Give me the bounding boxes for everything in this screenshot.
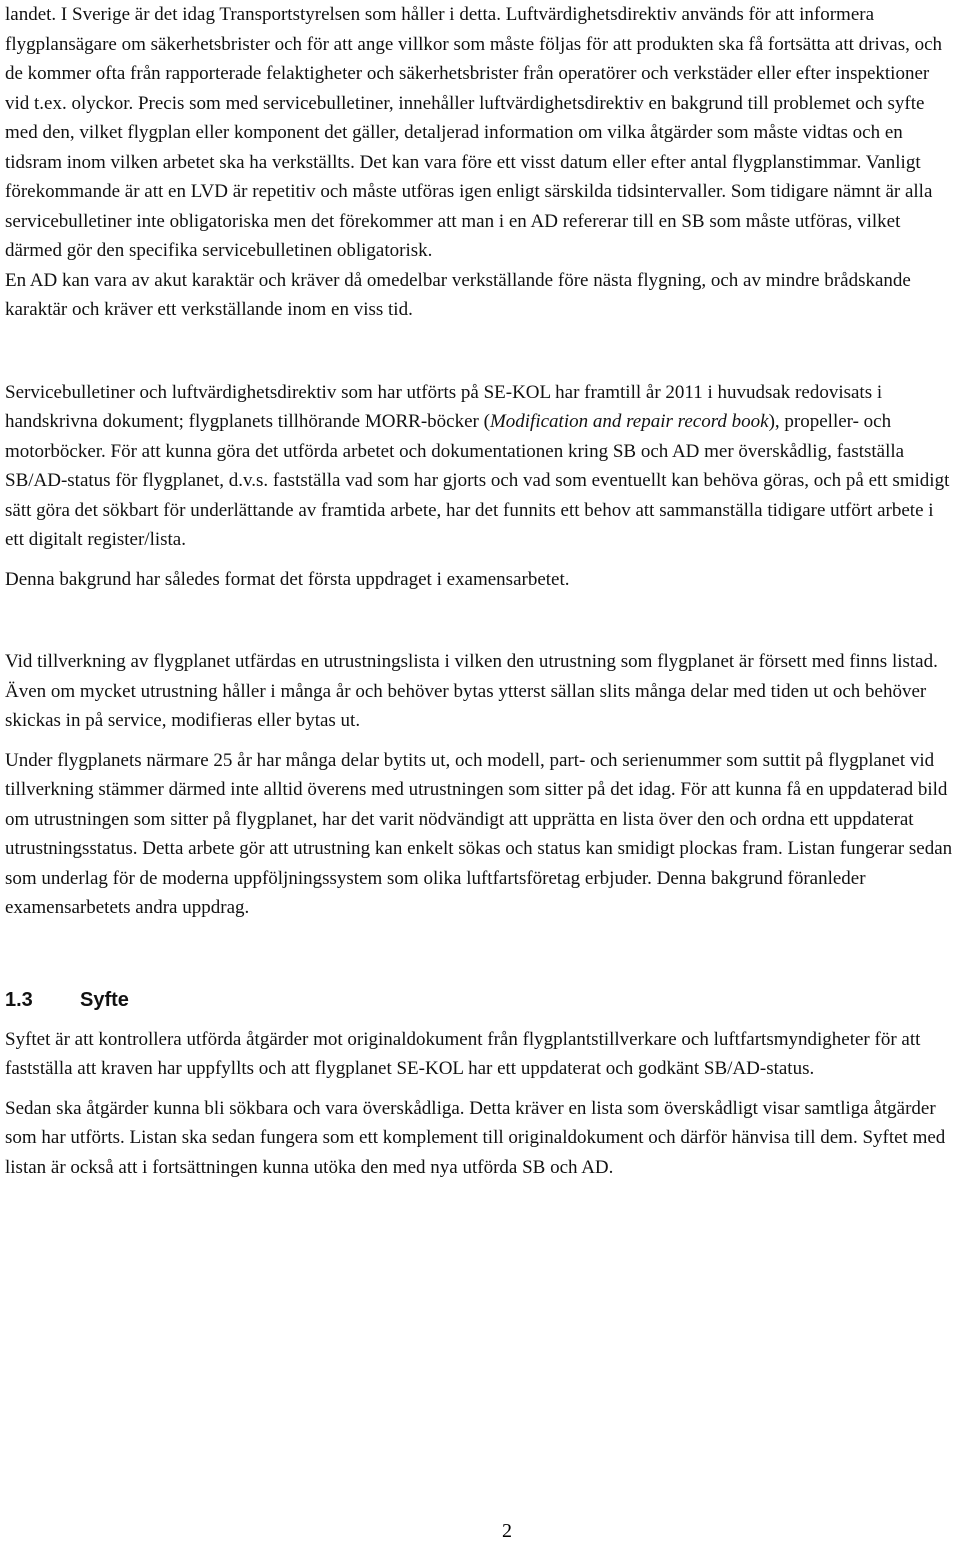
page-number: 2 bbox=[502, 1520, 512, 1542]
section-title: Syfte bbox=[80, 988, 129, 1011]
spacer bbox=[5, 594, 955, 647]
paragraph-equipment-list: Vid tillverkning av flygplanet utfärdas en utrustningslista i vilken den utrustning som flygplanet är försett med finns listad. Även om mycket utrustning håller i många år och behöver bytas ytterst sällan slits många delar med tiden ut och behöver skickas in på service, modifieras eller bytas ut. bbox=[5, 651, 938, 731]
paragraph-purpose: Syftet är att kontrollera utförda åtgärder mot originaldokument från flygplantstillverkare och luftfartsmyndigheter för att fastställa att kraven har uppfyllts och att flygplanet SE-KOL har ett uppdaterat och godkänt SB/AD-status. bbox=[5, 1028, 921, 1079]
paragraph-lvd-info: landet. I Sverige är det idag Transportstyrelsen som håller i detta. Luftvärdighetsdirektiv används för att informera flygplansägare om säkerhetsbrister och för att ange villkor som måste följas för att produkten ska få fortsätta att drivas, och de kommer ofta från rapporterade felaktigheter och säkerhetsbrister från operatörer och verkstäder eller efter inspektioner vid t.ex. olyckor. Precis som med servicebulletiner, innehåller luftvärdighetsdirektiv en bakgrund till problemet och syfte med den, vilket flygplan eller komponent det gäller, detaljerad information om vilka åtgärder som måste vidtas och en tidsram inom vilken arbetet ska ha verkställts. Det kan vara före ett visst datum eller efter antal flygplanstimmar. Vanligt förekommande är att en LVD är repetitiv och måste utföras igen enligt särskilda tidsintervaller. Som tidigare nämnt är alla servicebulletiner inte obligatoriska men det förekommer att man i en AD refererar till en SB som måste utföras, vilket därmed gör den specifika servicebulletinen obligatorisk. bbox=[5, 4, 943, 261]
paragraph-second-task: Under flygplanets närmare 25 år har många delar bytits ut, och modell, part- och serienummer som suttit på flygplanet vid tillverkning stämmer därmed inte alltid överens med utrustningen som sitter på det idag. För att kunna få en uppdaterad bild om utrustningen som sitter på flygplanet, har det varit nödvändigt att upprätta en lista över den och ordna ett uppdaterat utrustningsstatus. Detta arbete gör att utrustning kan enkelt sökas och status kan smidigt plockas fram. Listan fungerar sedan som underlag för de moderna uppföljningssystem som olika luftfartsföretag erbjuder. Denna bakgrund föranleder examensarbetets andra uppdrag. bbox=[5, 749, 953, 918]
paragraph-text-part: ), propeller- och motorböcker. För att kunna göra det utförda arbetet och dokumentationen kring SB och AD mer överskådlig, fastställa SB/AD-status för flygplanet, d.v.s. fastställa vad som har gjorts och vad som eventuellt kan behöva göras, och på ett smidigt sätt göra det sökbart för underlättande av framtida arbete, har det funnits ett behov att sammanställa tidigare utfört arbete i ett digitalt register/lista. bbox=[5, 411, 950, 550]
spacer bbox=[5, 325, 955, 378]
spacer bbox=[5, 736, 955, 746]
spacer bbox=[5, 555, 955, 565]
spacer bbox=[5, 1015, 955, 1025]
morr-book-term: Modification and repair record book bbox=[489, 411, 769, 432]
paragraph-first-task: Denna bakgrund har således format det första uppdraget i examensarbetet. bbox=[5, 568, 570, 590]
section-heading bbox=[5, 986, 955, 1015]
paragraph-searchable: Sedan ska åtgärder kunna bli sökbara och vara överskådliga. Detta kräver en lista som överskådligt visar samtliga åtgärder som har utförts. Listan ska sedan fungera som ett komplement till originaldokument och därför hänvisa till dem. Syftet med listan är också att i fortsättningen kunna utöka den med nya utförda SB och AD. bbox=[5, 1097, 946, 1178]
paragraph-text-part: Servicebulletiner och luftvärdighetsdirektiv som har utförts på SE-KOL har framtill år 2011 i huvudsak redovisats i handskrivna dokument; flygplanets tillhörande MORR-böcker ( bbox=[5, 381, 883, 432]
spacer bbox=[5, 923, 955, 976]
paragraph-se-kol-records bbox=[5, 378, 955, 555]
document-page bbox=[5, 0, 955, 1182]
spacer bbox=[5, 1084, 955, 1094]
paragraph-ad-urgency: En AD kan vara av akut karaktär och kräver då omedelbar verkställande före nästa flygning, och av mindre brådskande karaktär och kräver ett verkställande inom en viss tid. bbox=[5, 269, 911, 320]
section-number: 1.3 bbox=[5, 988, 33, 1011]
spacer bbox=[5, 976, 955, 986]
